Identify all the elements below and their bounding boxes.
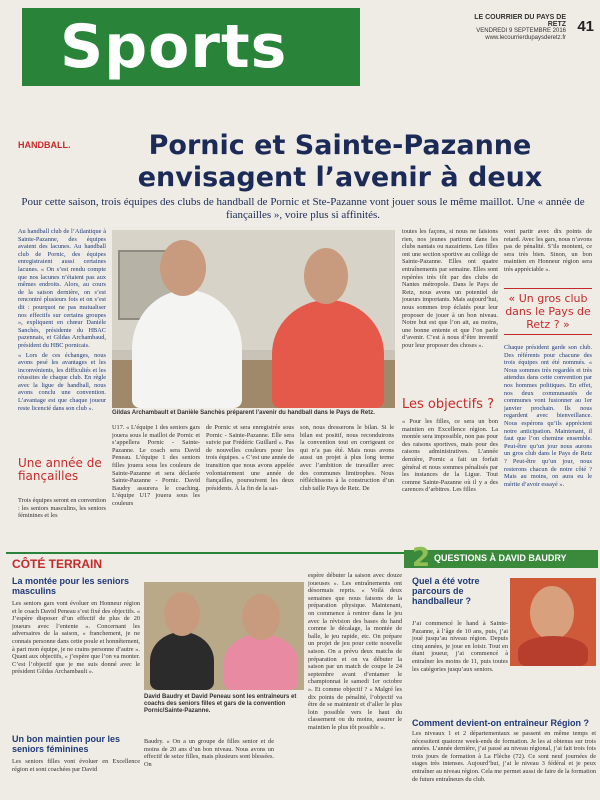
paragraph: « Lors de ces échanges, nous avons pesé les avantages et les inconvénients, les difficultés et les réussites de chaque club. En règle avec la ligue de handball, nous avons conclu une convention. L’avantage est que chaque joueur reste licencié dans son club ». [18,351,106,412]
cote-terrain-title: CÔTÉ TERRAIN [12,557,102,571]
page-number: 41 [577,18,594,35]
paragraph: toutes les façons, si nous ne faisions rien, nos jeunes partiront dans les clubs nantais ou nazairiens. Les filles ont une section sportive au collège de Sainte-Pazanne. Elles ont quatre entraînements par semaine. Elles sont repérées très tôt par des clubs de Nantes métropole. Dans le Pays de Retz, nous avons un potentiel de joueurs importants. Mais aujourd’hui, nous sommes trop éclatés pour leur proposer de jouer à un bon niveau. Notre but est que l’on ait, au moins, une bonne entente et que l’on parle d’avenir. C’est à nous d’être inventif pour leur proposer des choses ». [402,228,498,349]
article-column-5 [402,228,498,390]
cote-text-masculins [12,600,140,728]
subhead-fiancailles: Une année de fiançailles [18,456,102,483]
photo-head-right [304,248,348,304]
article-column-4 [300,424,394,542]
article-photo [112,230,395,408]
headline-line-2: envisagent l’avenir à deux [137,162,543,193]
paragraph: « Pour les filles, ce sera un bon maintien en Excellence région. La montée sera impossible, non pas pour des raisons sportives, mais pour des raisons administratives. L’année dernière, Pornic a fait un forfait général et nous sommes pénalisés par les instances de la Ligue. Tout comme Sainte-Pazanne où il y a des carences d’arbitres. Les filles [402,418,498,494]
photo-person-right [224,634,298,690]
paragraph: Baudry. « On a un groupe de filles senior et de moins de 20 ans d’un bon niveau. Nous avons un effectif de seize filles, mais plusieurs sont blessées. On [144,738,274,768]
baudry-photo [510,578,596,666]
article-column-5b [402,418,498,544]
cote-text-baudry [144,738,274,798]
article-column-6 [504,228,592,282]
photo-person-right [272,300,384,408]
headline-line-1: Pornic et Sainte-Pazanne [148,130,532,161]
answer-1 [412,620,508,716]
photo-head-left [164,592,200,636]
coaches-caption: David Baudry et David Peneau sont les entraîneurs et coachs des seniors filles et gars de la convention Pornic/Sainte-Pazanne. [144,694,297,714]
photo-head-left [160,240,206,296]
issue-date: VENDREDI 9 SEPTEMBRE 2016 [476,28,566,34]
question-1: Quel a été votre parcours de handballeur ? [412,576,480,606]
questions-number: 2 [412,543,431,573]
paragraph: espère débuter la saison avec douze joueuses ». Les entraînements ont désormais repris. « Voilà deux semaines que nous faisons de la préparation physique. Maintenant, on commence à rentrer dans le jeu avec la révision des bases du hand comme le décalage, la montée de balle, le jeu rapide, etc. On prépare un projet de jeu pour cette nouvelle saison. On a prévu deux matchs de préparation et on va débuter la saison par un match de coupe le 24 septembre avant d’entamer le championnat le samedi 1er octobre ». Et comme objectif ? « Malgré les dix points de pénalité, l’objectif va être de se maintenir et d’aller le plus loin possible vers le haut du classement ou du moins, assurer le maintien le plus tôt possible ». [308,572,402,731]
cote-text-objectifs [308,572,402,798]
paragraph: Les seniors filles vont évoluer en Excellence région et sont coachées par David [12,758,140,773]
photo-caption: Gildas Archambault et Danièle Sanchès préparent l’avenir du handball dans le Pays de Retz. [112,410,375,416]
cote-head-masculins: La montée pour les seniors masculins [12,576,130,596]
answer-2 [412,730,596,798]
paragraph: Au handball club de l’Atlantique à Sainte-Pazanne, des équipes avaient des lacunes. Au handball club de Pornic, des équipes enregistraient aussi certaines lacunes. « On s’est rendu compte que nos lacunes n’étaient pas aux mêmes endroits. Alors, au cours de la saison dernière, on s’est rencontré plusieurs fois et on s’est dit : pourquoi ne pas mutualiser nos effectifs sur certains groupes », expliquent en chœur Danièle Sanchès, présidente du HBAC pazennais, et Gildas Archambaud, président du HBC pornicais. [18,228,106,349]
photo-head-right [242,594,280,640]
paragraph: Trois équipes seront en convention : les seniors masculins, les seniors féminines et les [18,497,106,520]
paragraph: son, nous dresserons le bilan. Si le bilan est positif, nous reconduirons la convention tout en corrigeant ce qui n’a pas été. Mais nous avons aussi un projet à plus long terme avec l’ambition de travailler avec des communes limitrophes. Nous réfléchissons à la construction d’un club taille Pays de Retz. De [300,424,394,492]
section-title: Sports [60,12,288,82]
paragraph: Chaque président garde son club. Des référents pour chacune des trois équipes ont été nommés. « Nous sommes très regardés et très attendus dans cette convention par nos hommes politiques. En effet, nos deux communautés de communes vont fusionner au 1er janvier prochain. Ils nous regardent avec bienveillance. Nous espérons qu’ils apprécient notre anticipation. Maintenant, il faut que l’on chemine ensemble. Peut-être qu’un jour nous aurons un gros club dans le Pays de Retz ? Peut-être qu’un jour, nous resterons chacun de notre côté ? Mais au moins, on aura eu le mérite d’avoir essayé ». [504,344,592,488]
questions-title: QUESTIONS À DAVID BAUDRY [434,553,567,563]
subhead-objectifs: Les objectifs ? [402,397,494,412]
cote-head-feminines: Un bon maintien pour les seniors féminines [12,734,121,754]
article-lede: Pour cette saison, trois équipes des clubs de handball de Pornic et Ste-Pazanne vont jouer sous le même maillot. Une « année de fiançailles », voire plus si affinités. [21,196,585,221]
paper-name: LE COURRIER DU PAYS DE RETZ [474,14,566,28]
paragraph: J’ai commencé le hand à Sainte-Pazanne, à l’âge de 10 ans, puis, j’ai joué jusqu’au niveau région. Depuis cinq années, je joue en loisir. Tout en étant joueur, j’ai commencé à entraîner les moins de 11, puis toutes les catégories jusqu’aux seniors. [412,620,508,673]
photo-person [518,636,588,666]
paper-website: www.lecourrierdupaysderetz.fr [485,35,566,41]
paper-info [456,14,566,42]
coaches-photo [144,582,304,690]
paragraph: vont partir avec dix points de retard. Avec les gars, nous n’avons pas de pénalité. S’ils montent, ce sera très bien. Sinon, un bon maintien en Honneur région sera très appréciable ». [504,228,592,273]
article-kicker: HANDBALL. [18,140,71,150]
paragraph: Les niveaux 1 et 2 départementaux se passent en même temps et nécessitent quatorze week-ends de formation. Je les ai obtenus sur trois années. L’année dernière, j’ai passé au niveau régional, j’ai fait trois fois trois jours de formation à La Flèche (72). Ce sont neuf journées de stages très intenses. Aujourd’hui, j’ai le niveau 3 fédéral et je peux entraîner au niveau région. Cela me permet aussi de faire de la formation de futurs entraîneurs du club. [412,730,596,783]
paragraph: Les seniors gars vont évoluer en Honneur région et le coach David Peneau s’est fixé des objectifs. « J’espère disposer d’un effectif de plus de 20 joueurs avec l’entente ». Concernant les adversaires de la saison, « franchement, je ne connais personne dans cette poule et honnêtement, à part mon équipe, je ne crains personne d’autre ». Quant aux objectifs, « j’espère que l’on va monter. C’est l’objectif que je me suis donné avec le président Gildas Archambault ». [12,600,140,676]
photo-person-left [150,632,214,690]
question-2: Comment devient-on entraîneur Région ? [412,718,590,728]
photo-person-left [132,290,242,408]
pull-quote: « Un gros club dans le Pays de Retz ? » [504,288,592,335]
article-headline [90,130,590,194]
article-column-2 [112,424,200,542]
section-banner [22,8,360,86]
paragraph: de Pornic et sera enregistrée sous Pornic - Sainte-Pazanne. Elle sera suivie par Frédéric Guillard ». Pas de nouvelles couleurs pour les trois équipes. « C’est une année de transition que nous avons appelée volontairement une année de fiançailles, poursuivent les deux présidents. À la fin de la sai- [206,424,294,492]
article-column-1 [18,228,106,450]
article-column-1b [18,497,106,543]
cote-text-feminines [12,758,140,798]
paragraph: U17. « L’équipe 1 des seniors gars jouera sous le maillot de Pornic et s’appellera Pornic - Sainte-Pazanne. Le coach sera David Peneau. L’équipe 1 des seniors filles jouera sous les couleurs de Sainte-Pazanne et sera déclarée Sainte-Pazanne - Pornic. David Baudry assurera le coaching. L’équipe U17 jouera sous les couleurs [112,424,200,507]
article-column-6b [504,344,592,542]
article-column-3 [206,424,294,542]
photo-head [530,586,574,640]
